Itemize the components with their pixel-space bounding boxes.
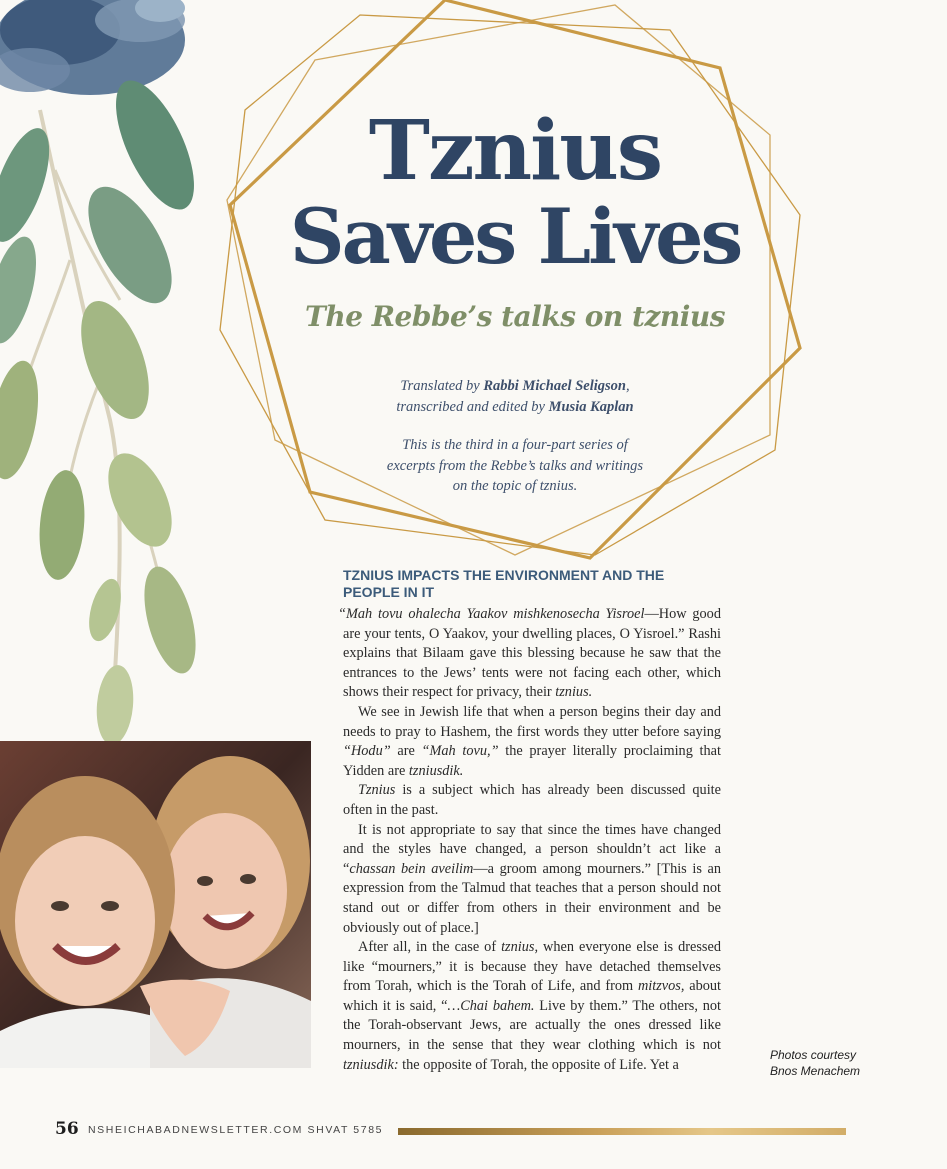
paragraph-text: is a subject which has already been discussed quite often in the past.	[343, 782, 721, 818]
emphasis-text: “Mah tovu,”	[421, 743, 499, 760]
subtitle: The Rebbe’s talks on tznius	[305, 300, 725, 333]
article-paragraph-3	[343, 781, 721, 820]
paragraph-text: It is not appropriate to say that since the times have changed and the styles have changed, a person shouldn’t act like a “	[343, 821, 721, 877]
article-paragraph-1	[338, 605, 721, 703]
page-title	[250, 103, 780, 281]
edited-by-line	[330, 397, 700, 418]
footer-gold-bar	[398, 1128, 846, 1135]
title-line-2: Saves Lives	[289, 192, 741, 281]
quote-text: “Mah tovu ohalecha Yaakov mishkenosecha Yisroel	[338, 606, 645, 622]
article-paragraph-2	[343, 703, 721, 781]
caption-line-2: Bnos Menachem	[770, 1064, 861, 1078]
emphasis-text: tznius.	[555, 684, 593, 701]
paragraph-text: Live by them.” The others, not the Torah-observant Jews, are actually the ones dressed like mourners, in the sense that they wear clothing which is not	[343, 997, 721, 1054]
page-number: 56	[55, 1119, 79, 1139]
emphasis-text: chassan bein aveilim	[349, 860, 474, 877]
photo-caption	[770, 1047, 910, 1079]
paragraph-text: about which it is said, “	[343, 978, 721, 1014]
article-paragraph-4	[343, 821, 721, 939]
paragraph-text: After all, in the case of	[358, 939, 502, 956]
paragraph-text: the prayer literally proclaiming that Yidden are	[343, 743, 721, 779]
translated-suffix: ,	[625, 378, 630, 394]
title-line-1: Tznius	[368, 103, 662, 199]
photo-two-girls	[0, 741, 311, 1068]
article-paragraph-5	[343, 938, 721, 1075]
article-body	[338, 605, 721, 1075]
translated-by-line	[330, 376, 700, 397]
emphasis-text: “Hodu”	[343, 743, 391, 760]
emphasis-text: Tznius	[358, 782, 396, 799]
paragraph-text: when everyone else is dressed like “mourners,” it is because they have detached themselves from Torah, which is the Torah of Life, and from	[343, 939, 721, 995]
leaf-decoration-icon	[0, 0, 230, 760]
paragraph-text: the opposite of Torah, the opposite of Life. Yet a	[398, 1056, 679, 1073]
paragraph-text: We see in Jewish life that when a person begins their day and needs to pray to Hashem, the first words they utter before saying	[343, 703, 721, 740]
intro-line-3: on the topic of tznius.	[452, 478, 578, 494]
caption-line-1: Photos courtesy	[770, 1048, 857, 1062]
paragraph-text: are	[390, 743, 422, 760]
translator-name: Rabbi Michael Seligson	[483, 378, 626, 394]
intro-line-1: This is the third in a four-part series of	[402, 437, 628, 453]
series-intro	[360, 435, 670, 497]
emphasis-text: tzniusdik:	[343, 1056, 399, 1073]
emphasis-text: tzniusdik.	[408, 762, 464, 779]
credits	[330, 376, 700, 418]
translated-prefix: Translated by	[400, 378, 484, 394]
emphasis-text: …Chai bahem.	[447, 997, 535, 1014]
edited-prefix: transcribed and edited by	[396, 399, 549, 415]
footer-text: NSHEICHABADNEWSLETTER.COM SHVAT 5785	[88, 1124, 384, 1136]
emphasis-text: tznius,	[501, 939, 539, 956]
emphasis-text: mitzvos,	[637, 978, 685, 995]
intro-line-2: excerpts from the Rebbe’s talks and writings	[386, 457, 644, 474]
paragraph-text: —How good are your tents, O Yaakov, your dwelling places, O Yisroel.” Rashi explains that Bilaam gave this blessing because he saw that the entrances to the Jews’ tents were not facing each other, which shows their respect for privacy, their	[343, 606, 721, 701]
section-heading: TZNIUS IMPACTS THE ENVIRONMENT AND THE PEOPLE IN IT	[343, 567, 665, 600]
editor-name: Musia Kaplan	[548, 399, 634, 415]
paragraph-text: —a groom among mourners.” [This is an expression from the Talmud that teaches that a person should not stand out or differ from others in their environment and be obviously out of place.]	[343, 860, 721, 936]
